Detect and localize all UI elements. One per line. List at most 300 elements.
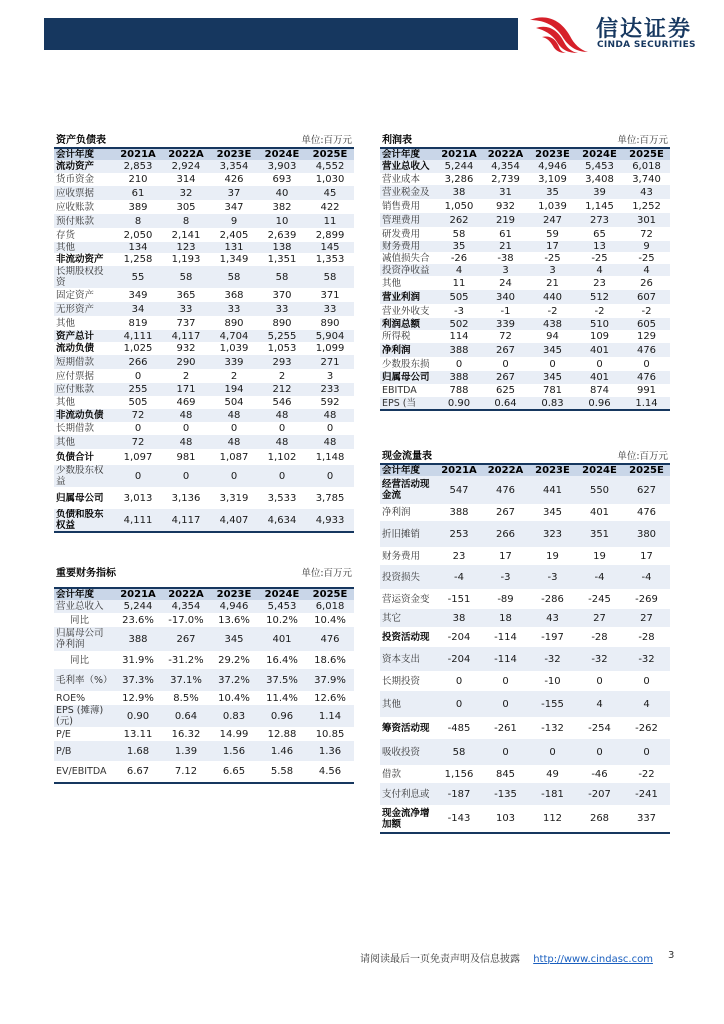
table-cell: 4,354 [162,600,210,613]
table-row [380,173,670,185]
table-cell: 1,351 [267,254,297,265]
table-cell: 11 [306,214,354,228]
table-unit: 单位:百万元 [258,134,354,148]
table-cell: 3,740 [632,173,661,185]
table-cell: 388 [449,507,469,518]
table-cell: 345 [529,371,576,384]
table-row [380,213,670,227]
table-cell: 247 [529,213,576,227]
table-cell: 845 [495,768,516,780]
table-cell: 693 [272,174,292,185]
table-cell: 1.68 [114,741,162,761]
table-row [54,600,354,613]
table-row [380,290,670,304]
column-header: 2021A [436,148,482,160]
table-cell: 788 [449,385,469,396]
row-label: 应收账款 [56,201,95,213]
table-cell: 43 [529,609,576,627]
row-label: 减值损失合 [382,252,430,264]
row-label: 营业总收入 [54,600,114,613]
table-cell: 370 [272,289,292,301]
table-cell: 11 [452,277,466,289]
table-cell: 0 [455,358,463,370]
table-cell: 1,039 [219,343,249,354]
table-cell: -32 [623,647,670,671]
table-row [380,547,670,565]
row-label: 营业外收支 [382,305,430,317]
row-label: 营运资金变 [382,593,430,605]
table-cell: -151 [447,593,471,605]
column-header: 2021A [436,464,482,476]
table-row [54,214,354,228]
table-cell: 476 [306,627,354,651]
table-cell: 48 [258,409,306,422]
column-header: 2025E [623,148,670,160]
column-header: 2022A [482,464,529,476]
row-label: 销售费用 [382,200,421,212]
table-cell: 58 [210,266,258,288]
table-cell: -269 [635,593,658,605]
table-cell: 48 [306,409,354,422]
table-cell: 10.85 [315,728,345,740]
table-cell: 18.6% [314,654,346,666]
table-row [380,671,670,691]
table-cell: 0 [114,465,162,487]
table-cell: 31.9% [122,654,154,666]
table-cell: 17 [640,550,653,562]
table-cell: 8.5% [173,692,199,704]
row-label: 少数股东损 [382,358,430,370]
table-cell: 23 [452,550,466,562]
table-cell: 293 [258,355,306,369]
brand-logo [526,10,706,54]
table-cell: 2,050 [123,229,153,241]
table-row [380,647,670,671]
row-label: 其他 [56,397,76,408]
table-cell: 0 [134,423,142,434]
row-label: 营业成本 [382,173,421,185]
table-cell: 401 [576,343,623,357]
table-row [380,384,670,397]
table-cell: -286 [541,593,564,605]
row-label: 其他 [380,691,436,717]
table-cell: 253 [436,521,482,547]
table-row [54,342,354,355]
table-cell: 2 [230,370,238,382]
table-cell: 0 [258,465,306,487]
table-title-row [54,134,354,148]
table-cell: -32 [529,647,576,671]
table-cell: 266 [114,355,162,369]
table-cell: 45 [306,186,354,200]
row-label: 存货 [56,229,76,241]
row-label: 长期投资 [382,675,421,687]
table-cell: -2 [547,305,558,317]
table-row [54,651,354,669]
table-cell: 112 [529,805,576,833]
table-cell: 1.36 [306,741,354,761]
table-cell: 8 [162,214,210,228]
table-cell: 0 [502,358,509,370]
table-cell: 58 [162,266,210,288]
table-cell: -28 [591,631,608,643]
table-cell: 58 [436,739,482,765]
table-row [380,160,670,173]
table-cell: 305 [176,201,196,213]
table-row [380,691,670,717]
row-label: 筹资活动现 [382,722,430,734]
table-cell: 0 [210,465,258,487]
table-row [380,264,670,276]
row-label: EPS (摊薄)(元) [54,705,114,727]
row-label: 非流动负债 [54,409,114,422]
row-label: 毛利率（%） [54,669,114,691]
table-row [54,316,354,330]
table-cell: 1,050 [444,200,474,212]
row-label: P/B [54,741,114,761]
table-cell: 314 [176,174,196,185]
table-cell: 72 [640,228,653,240]
row-label: 预付账款 [54,214,114,228]
table-cell: -4 [436,565,482,589]
table-title-row [380,134,670,148]
table-cell: 14.99 [219,728,249,740]
row-label: 营业总收入 [380,160,436,173]
table-cell: 267 [495,507,516,518]
table-cell: 10.4% [218,692,250,704]
column-header: 2021A [114,588,162,600]
table-cell: -2 [641,305,652,317]
brand-name-cn: 信达证券 [596,17,693,42]
table-row [54,242,354,253]
table-cell: 5,255 [258,330,306,342]
table-cell: -485 [447,722,471,734]
table-cell: 512 [576,290,623,304]
table-cell: 3 [326,370,334,382]
table-cell: -1 [500,305,511,317]
table-cell: 19 [546,550,559,562]
row-label: 应收票据 [54,186,114,200]
table-cell: 1,102 [267,451,297,463]
table-cell: 109 [589,331,610,342]
table-cell: 27 [623,609,670,627]
table-row [54,266,354,288]
row-label: 应付票据 [56,370,95,382]
table-unit: 单位:百万元 [258,560,354,588]
table-cell: -114 [494,631,517,643]
table-cell: -187 [436,783,482,805]
column-header: 2023E [210,148,258,160]
row-label: 归属母公司 [56,492,104,504]
table-cell: 3,109 [538,173,567,185]
table-cell: -245 [588,593,611,605]
row-label: 其它 [380,609,436,627]
table-cell: 16.4% [266,654,298,666]
table-cell: 23.6% [122,614,154,626]
table-cell: 38 [436,609,482,627]
table-cell: -262 [635,722,658,734]
table-cell: 0.96 [258,705,306,727]
table-cell: 43 [623,185,670,199]
table-cell: 35 [436,241,482,252]
row-label: EPS (当 [380,397,436,410]
table-cell: -197 [541,631,564,643]
table-cell: 382 [272,201,292,213]
table-row [380,199,670,213]
income-statement-table [380,134,670,411]
table-row [380,589,670,609]
table-cell: -181 [529,783,576,805]
table-cell: 27 [576,609,623,627]
table-cell: 3 [529,264,576,276]
table-title: 现金流量表 [380,450,576,464]
table-cell: 2 [182,370,190,382]
table-cell: 48 [258,435,306,449]
column-header: 2024E [576,464,623,476]
row-label: 无形资产 [54,302,114,316]
table-cell: -4 [576,565,623,589]
table-cell: 0.90 [114,705,162,727]
table-cell: -143 [436,805,482,833]
table-row [380,739,670,765]
row-label: 投资损失 [380,565,436,589]
table-cell: 134 [114,242,162,253]
table-cell: 0 [162,465,210,487]
table-row [54,669,354,691]
table-row [380,241,670,252]
table-cell: 262 [436,213,482,227]
table-cell: 59 [546,228,559,240]
table-cell: -204 [436,647,482,671]
table-cell: 4,111 [114,330,162,342]
table-row [54,396,354,409]
table-cell: 10.2% [266,614,298,626]
table-cell: 35 [529,185,576,199]
table-cell: 0 [529,739,576,765]
table-cell: 19 [593,550,606,562]
column-header: 2024E [258,588,306,600]
table-cell: 0.83 [529,397,576,410]
table-cell: 4,946 [210,600,258,613]
table-cell: 380 [623,521,670,547]
table-row [54,613,354,627]
table-row [54,627,354,651]
table-cell: 58 [306,266,354,288]
column-header: 2025E [306,588,354,600]
table-cell: 345 [529,343,576,357]
table-cell: 1.39 [162,741,210,761]
table-row [380,805,670,833]
table-cell: 1.14 [623,397,670,410]
table-cell: 981 [176,451,196,463]
table-cell: 476 [636,507,657,518]
table-cell: 4,354 [482,160,529,173]
row-label: 非流动资产 [56,254,104,265]
table-cell: 0 [326,423,334,434]
table-cell: 1,097 [123,451,153,463]
table-title: 利润表 [380,134,576,148]
table-cell: 1,030 [315,174,345,185]
table-cell: 550 [576,476,623,504]
table-cell: 0 [134,370,142,382]
table-cell: 351 [576,521,623,547]
table-cell: -38 [497,252,514,264]
table-cell: 607 [623,290,670,304]
row-label: 吸收投资 [380,739,436,765]
table-row [54,369,354,383]
table-cell: 1,148 [315,451,345,463]
row-label: 应付账款 [54,383,114,396]
footer-disclaimer: 请阅读最后一页免责声明及信息披露 [360,954,520,965]
table-cell: 388 [436,371,482,384]
table-cell: 24 [499,277,512,289]
table-cell: 4 [623,264,670,276]
table-cell: 4,933 [306,509,354,532]
table-cell: -254 [588,722,611,734]
row-label: EV/EBITDA [54,761,114,783]
column-header: 2022A [162,148,210,160]
table-cell: 991 [636,385,657,396]
table-cell: 5,244 [114,600,162,613]
table-cell: 3 [482,264,529,276]
table-cell: 371 [320,289,340,301]
table-title-row [380,450,670,464]
column-header: 2025E [623,464,670,476]
table-cell: 61 [499,228,512,240]
table-cell: -3 [529,565,576,589]
table-cell: 0 [482,691,529,717]
table-cell: 34 [114,302,162,316]
table-row [54,487,354,509]
table-cell: 268 [576,805,623,833]
page-number: 3 [668,950,675,961]
table-row [380,476,670,504]
table-cell: 401 [576,371,623,384]
table-cell: 55 [114,266,162,288]
table-cell: 0 [502,675,509,687]
table-cell: 0 [549,358,556,370]
table-cell: 2,639 [267,229,297,241]
table-cell: 1,258 [123,254,153,265]
table-row [54,761,354,783]
table-cell: 2,924 [162,160,210,173]
table-cell: 0 [643,358,650,370]
table-cell: 365 [176,289,196,301]
header-bar [44,18,518,50]
row-label: 净利润 [382,507,411,518]
table-cell: 0 [576,739,623,765]
table-cell: 1,252 [632,200,661,212]
table-cell: 0 [306,465,354,487]
table-cell: 266 [482,521,529,547]
table-cell: 33 [258,302,306,316]
table-cell: 440 [529,290,576,304]
table-cell: 1,349 [219,254,249,265]
table-cell: 0 [182,423,190,434]
table-row [54,691,354,705]
table-cell: 505 [128,397,148,408]
table-cell: 505 [436,290,482,304]
row-label: 流动负债 [56,343,95,354]
balance-sheet-table [54,134,354,533]
table-row [54,160,354,173]
table-cell: 4,111 [114,509,162,532]
row-label: P/E [56,728,71,740]
table-cell: 138 [258,242,306,253]
table-row [54,422,354,435]
table-row [380,185,670,199]
column-header: 会计年度 [380,148,436,160]
cinda-logo-icon [526,10,592,54]
row-label: 资产总计 [54,330,114,342]
table-cell: 368 [224,289,244,301]
table-cell: 49 [546,768,559,780]
key-ratios-table [54,560,354,784]
table-cell: -31.2% [168,654,204,666]
row-label: 其他 [54,435,114,449]
row-label: 同比 [70,614,90,626]
table-cell: 6,018 [306,600,354,613]
table-cell: 345 [542,507,563,518]
row-label: 投资活动现 [382,631,430,643]
table-cell: 1,025 [123,343,153,354]
table-cell: 932 [495,200,516,212]
row-label: 其他 [382,277,402,289]
table-row [380,627,670,647]
table-cell: 12.9% [122,692,154,704]
table-row [54,302,354,316]
row-label: 支付利息或 [380,783,436,805]
row-label: 归属母公司净利润 [54,627,114,651]
table-cell: 890 [224,317,244,329]
table-cell: 4,117 [162,330,210,342]
table-header-row [54,148,354,160]
table-unit: 单位:百万元 [576,450,670,464]
footer-url-link[interactable]: http://www.cindasc.com [533,954,653,965]
table-cell: 40 [258,186,306,200]
table-cell: 1.56 [210,741,258,761]
row-label: 其他 [54,242,114,253]
table-cell: 114 [449,331,469,342]
table-cell: 441 [529,476,576,504]
table-cell: 0.83 [210,705,258,727]
table-cell: 2,899 [315,229,345,241]
table-unit: 单位:百万元 [576,134,670,148]
table-row [380,343,670,357]
table-cell: 9 [623,241,670,252]
table-cell: 33 [162,302,210,316]
table-row [54,409,354,422]
table-cell: 48 [210,409,258,422]
table-cell: 2,853 [114,160,162,173]
table-cell: 48 [162,409,210,422]
row-label: 现金流净增加额 [380,805,436,833]
table-cell: 290 [162,355,210,369]
table-cell: 219 [482,213,529,227]
table-cell: 21 [482,241,529,252]
table-cell: 1,193 [171,254,201,265]
table-cell: 267 [482,343,529,357]
table-cell: 476 [482,476,529,504]
column-header: 2024E [258,148,306,160]
table-row [54,741,354,761]
table-row [54,253,354,266]
table-cell: 26 [640,277,653,289]
table-cell: 340 [482,290,529,304]
table-row [54,449,354,465]
table-cell: 10.4% [314,614,346,626]
table-cell: 12.88 [267,728,297,740]
